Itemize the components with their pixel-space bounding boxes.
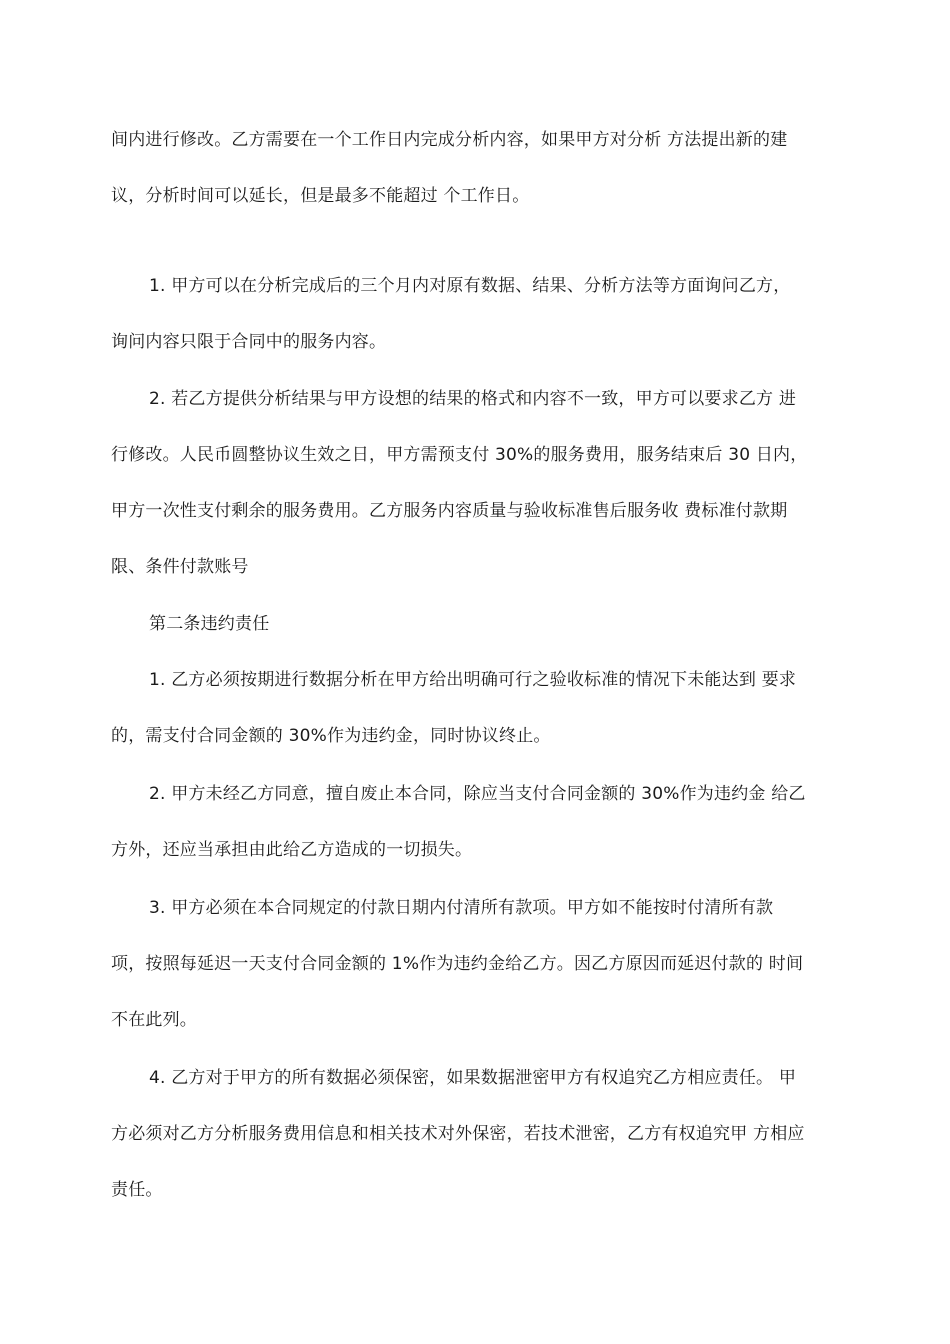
text-line: 2. 甲方未经乙方同意，擅自废止本合同，除应当支付合同金额的 30%作为违约金 给乙 [149, 784, 806, 804]
text-line: 议，分析时间可以延长，但是最多不能超过 个工作日。 [111, 186, 530, 206]
text-line: 甲方一次性支付剩余的服务费用。乙方服务内容质量与验收标准售后服务收 费标准付款期 [111, 501, 788, 521]
section-heading: 第二条违约责任 [149, 614, 270, 634]
text-line: 的，需支付合同金额的 30%作为违约金，同时协议终止。 [111, 726, 551, 746]
text-line: 责任。 [111, 1180, 163, 1200]
text-line: 方外，还应当承担由此给乙方造成的一切损失。 [111, 840, 473, 860]
text-line: 4. 乙方对于甲方的所有数据必须保密，如果数据泄密甲方有权追究乙方相应责任。 甲 [149, 1068, 797, 1088]
text-line: 1. 乙方必须按期进行数据分析在甲方给出明确可行之验收标准的情况下未能达到 要求 [149, 670, 797, 690]
text-line: 1. 甲方可以在分析完成后的三个月内对原有数据、结果、分析方法等方面询问乙方， [149, 276, 791, 296]
text-line: 询问内容只限于合同中的服务内容。 [111, 332, 387, 352]
text-line: 间内进行修改。乙方需要在一个工作日内完成分析内容，如果甲方对分析 方法提出新的建 [111, 130, 788, 150]
text-line: 方必须对乙方分析服务费用信息和相关技术对外保密，若技术泄密，乙方有权追究甲 方相应 [111, 1124, 805, 1144]
text-line: 2. 若乙方提供分析结果与甲方设想的结果的格式和内容不一致，甲方可以要求乙方 进 [149, 389, 797, 409]
text-line: 行修改。人民币圆整协议生效之日，甲方需预支付 30%的服务费用，服务结束后 30 日内， [111, 445, 808, 465]
text-line: 3. 甲方必须在本合同规定的付款日期内付清所有款项。甲方如不能按时付清所有款 [149, 898, 774, 918]
text-line: 不在此列。 [111, 1010, 197, 1030]
text-line: 限、条件付款账号 [111, 557, 249, 577]
text-line: 项，按照每延迟一天支付合同金额的 1%作为违约金给乙方。因乙方原因而延迟付款的 时间 [111, 954, 804, 974]
